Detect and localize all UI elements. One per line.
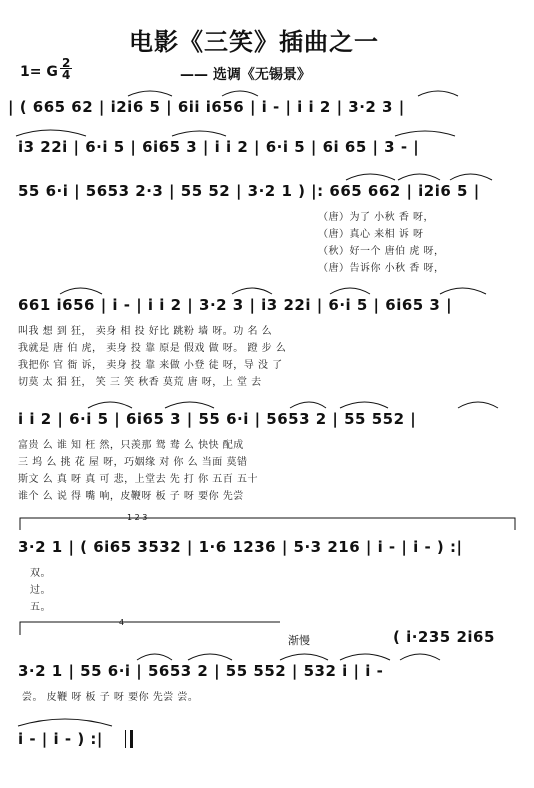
slur	[458, 402, 498, 408]
music-line-4: 661 i656 | i - | i i 2 | 3·2 3 | i3 22i | 6·i 5 | 6i65 3 |	[18, 296, 453, 314]
lyric-line5-verse3: 斯文 么 真 呀 真 可 悲，上堂去 先 打 你 五百 五十	[18, 474, 258, 485]
slur	[395, 131, 455, 136]
slur	[16, 130, 86, 136]
lyric-line6-b: 过。	[30, 585, 51, 596]
slur	[450, 174, 492, 180]
meter-bottom: 4	[62, 68, 71, 82]
slur	[232, 288, 272, 294]
slur	[165, 402, 214, 408]
volta-second-label: 4	[119, 618, 125, 627]
music-line-7: 3·2 1 | 55 6·i | 5653 2 | 55 552 | 532 i | i -	[18, 662, 384, 680]
final-barline-thin	[125, 730, 126, 748]
lyric-verse2-start: （唐）真心 来相 诉 呀	[318, 229, 424, 240]
slur	[290, 402, 326, 408]
lyric-verse4-start: （唐）告诉你 小秋 香 呀，	[318, 263, 445, 274]
lyric-line7: 尝。 皮鞭 呀 板 子 呀 要你 先尝 尝。	[22, 692, 199, 703]
slur	[418, 91, 458, 96]
ending-phrase: ( i·235 2i65	[393, 628, 495, 646]
slur	[88, 402, 132, 408]
lyric-line5-verse1: 富贵 么 谁 知 枉 然，只羡那 鸳 鸯 么 快快 配成	[18, 440, 244, 451]
key-signature: 1= G	[20, 64, 58, 80]
meter-divider	[60, 68, 72, 69]
slur	[128, 91, 172, 96]
slur	[188, 654, 232, 660]
lyric-line6-a: 双。	[30, 568, 51, 579]
volta-first-label: 1 2 3	[127, 513, 148, 522]
lyric-line4-verse3: 我把你 官 衙 诉， 卖身 投 靠 来做 小登 徒 呀，导 没 了	[18, 360, 283, 371]
tempo-mark: 渐慢	[288, 634, 310, 647]
slur	[330, 288, 370, 294]
lyric-verse3-start: （秋）好一个 唐伯 虎 呀，	[318, 246, 445, 257]
volta-bracket-1	[20, 518, 515, 530]
slur	[400, 654, 440, 660]
slur	[440, 288, 486, 294]
lyric-line4-verse4: 切莫 太 猖 狂， 笑 三 笑 秋香 莫荒 唐 呀，上 堂 去	[18, 377, 262, 388]
music-line-1: | ( 665 62 | i2i6 5 | 6ii i656 | i - | i i 2 | 3·2 3 |	[8, 98, 405, 116]
slur	[340, 654, 390, 660]
lyric-line4-verse1: 叫我 想 到 狂， 卖身 相 投 好比 跳粉 墙 呀。功 名 么	[18, 326, 273, 337]
music-line-2: i3 22i | 6·i 5 | 6i65 3 | i i 2 | 6·i 5 | 6i 65 | 3 - |	[18, 138, 420, 156]
slur	[340, 402, 388, 408]
final-barline	[130, 730, 133, 748]
lyric-line5-verse2: 三 坞 么 挑 花 屋 呀，巧姻缘 对 你 么 当面 莫错	[18, 457, 248, 468]
lyric-line6-c: 五。	[30, 602, 51, 613]
song-title: 电影《三笑》插曲之一	[129, 28, 379, 56]
slur	[280, 654, 328, 660]
lyric-verse1-start: （唐）为了 小秋 香 呀，	[318, 212, 435, 223]
lyric-line4-verse2: 我就是 唐 伯 虎， 卖身 投 靠 原是 假戏 做 呀。 蹬 步 么	[18, 343, 287, 354]
slur	[18, 719, 112, 726]
slur	[346, 174, 395, 180]
slur	[222, 91, 258, 96]
slur	[398, 174, 440, 180]
subtitle: —— 选调《无锡景》	[180, 67, 311, 83]
lyric-line5-verse4: 谁个 么 说 得 嘴 响，皮鞭呀 板 子 呀 要你 先尝	[18, 491, 244, 502]
music-line-6: 3·2 1 | ( 6i65 3532 | 1·6 1236 | 5·3 216 | i - | i - ) :|	[18, 538, 463, 556]
music-line-3: 55 6·i | 5653 2·3 | 55 52 | 3·2 1 ) |: 665 662 | i2i6 5 |	[18, 182, 480, 200]
slur	[60, 288, 102, 294]
volta-bracket-2	[20, 622, 280, 635]
slur	[137, 654, 172, 660]
meter-top: 2	[62, 56, 71, 70]
slur	[172, 131, 226, 136]
music-line-8: i - | i - ) :|	[18, 730, 103, 748]
music-line-5: i i 2 | 6·i 5 | 6i65 3 | 55 6·i | 5653 2 | 55 552 |	[18, 410, 417, 428]
